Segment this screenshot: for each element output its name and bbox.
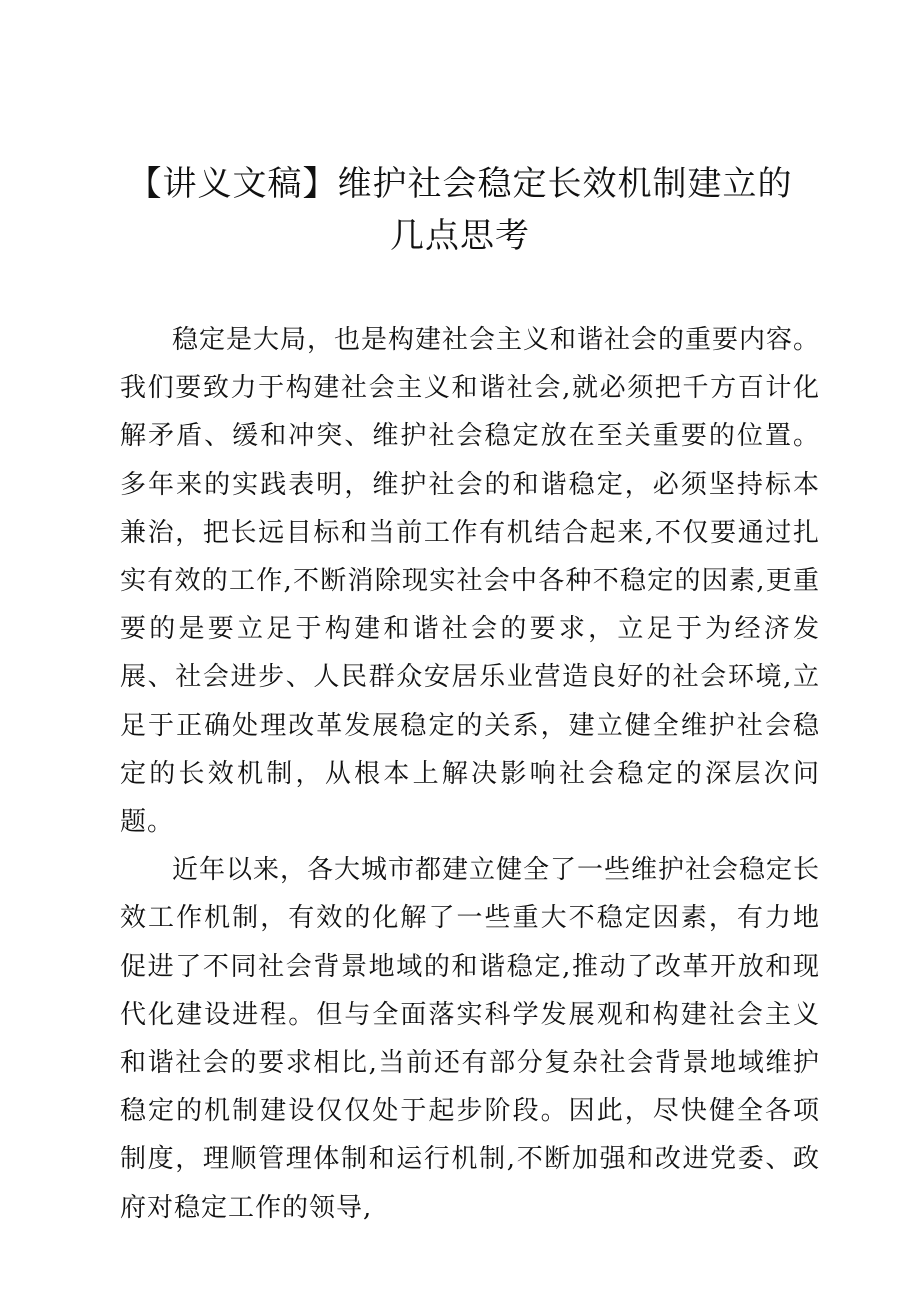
paragraph-2: 近年以来，各大城市都建立健全了一些维护社会稳定长效工作机制，有效的化解了一些重大不稳定因素，有力地促进了不同社会背景地域的和谐稳定,推动了改革开放和现代化建设进程。但与全面落实科学发展观和构建社会主义和谐社会的要求相比,当前还有部分复杂社会背景地域维护稳定的机制建设仅仅处于起步阶段。因此，尽快健全各项制度，理顺管理体制和运行机制,不断加强和改进党委、政府对稳定工作的领导, xyxy=(120,855,821,1223)
paragraph-1: 稳定是大局，也是构建社会主义和谐社会的重要内容。我们要致力于构建社会主义和谐社会,就必须把千方百计化解矛盾、缓和冲突、维护社会稳定放在至关重要的位置。多年来的实践表明，维护社会的和谐稳定，必须坚持标本兼治，把长远目标和当前工作有机结合起来,不仅要通过扎实有效的工作,不断消除现实社会中各种不稳定的因素,更重要的是要立足于构建和谐社会的要求，立足于为经济发展、社会进步、人民群众安居乐业营造良好的社会环境,立足于正确处理改革发展稳定的关系，建立健全维护社会稳定的长效机制，从根本上解决影响社会稳定的深层次问题。 xyxy=(120,325,821,838)
document-title: 【讲义文稿】维护社会稳定长效机制建立的几点思考 xyxy=(127,164,793,256)
document-body xyxy=(120,316,820,1232)
